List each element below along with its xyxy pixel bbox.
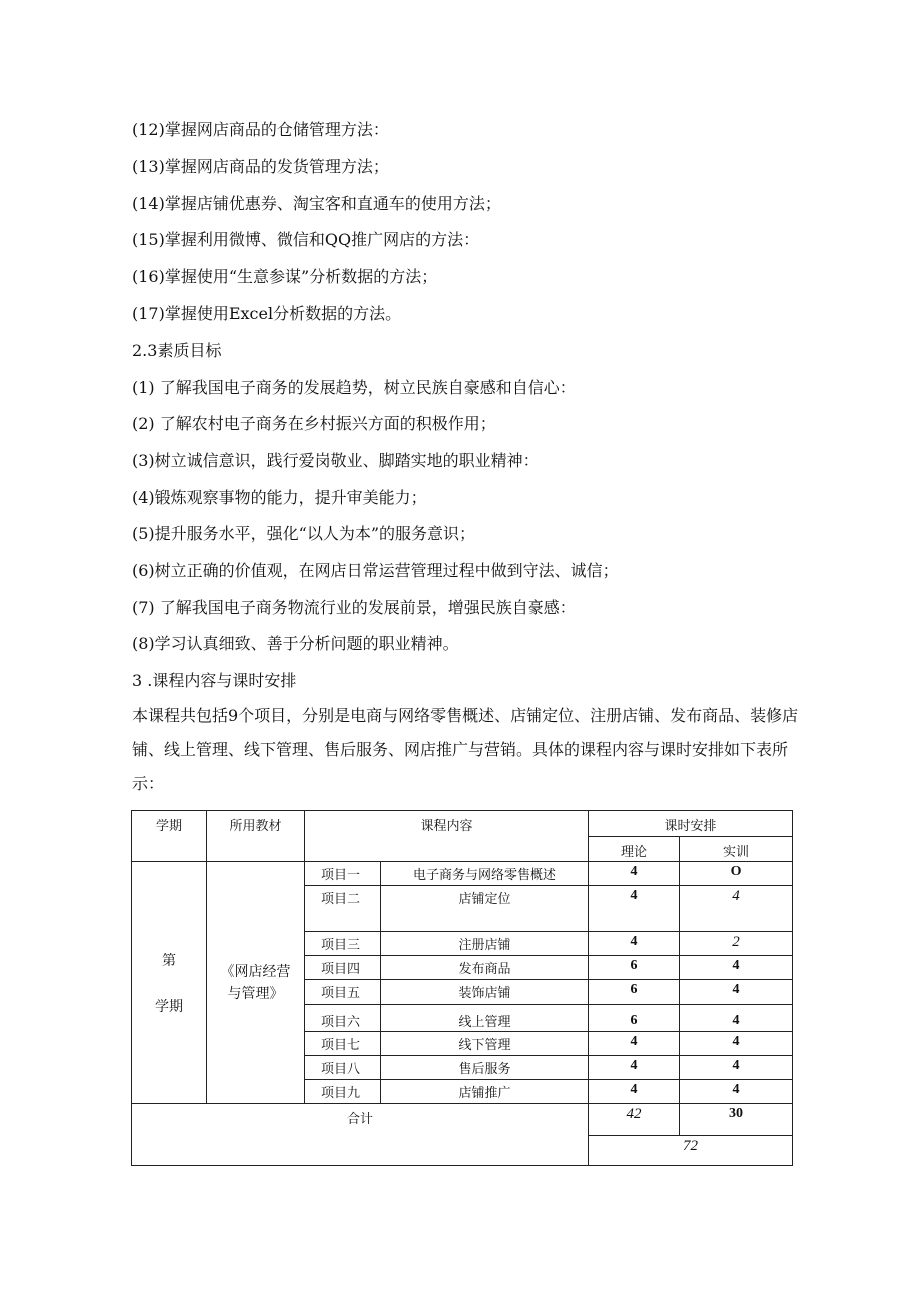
row-label: 项目七 — [305, 1032, 381, 1056]
row-content: 线上管理 — [381, 1005, 589, 1032]
knowledge-item-12: (12)掌握网店商品的仓储管理方法： — [132, 120, 389, 139]
row-practice: 4 — [680, 886, 793, 932]
grand-total: 72 — [589, 1136, 793, 1166]
row-theory: 4 — [589, 886, 680, 932]
row-label: 项目五 — [305, 980, 381, 1005]
row-practice: 4 — [680, 1056, 793, 1080]
quality-item-4: (4)锻炼观察事物的能力，提升审美能力； — [132, 488, 427, 507]
quality-item-2: (2) 了解农村电子商务在乡村振兴方面的积极作用； — [132, 414, 496, 433]
row-label: 项目六 — [305, 1005, 381, 1032]
total-theory: 42 — [589, 1104, 680, 1136]
row-practice: 4 — [680, 956, 793, 980]
row-content: 售后服务 — [381, 1056, 589, 1080]
row-label: 项目三 — [305, 932, 381, 956]
row-content: 发布商品 — [381, 956, 589, 980]
row-label: 项目一 — [305, 862, 381, 886]
row-theory: 4 — [589, 862, 680, 886]
row-label: 项目二 — [305, 886, 381, 932]
quality-item-5: (5)提升服务水平，强化“以人为本”的服务意识； — [132, 524, 476, 543]
header-term: 学期 — [132, 811, 207, 862]
knowledge-item-15: (15)掌握利用微博、微信和QQ推广网店的方法： — [132, 230, 480, 249]
row-content: 装饰店铺 — [381, 980, 589, 1005]
textbook-line-2: 与管理》 — [227, 985, 284, 1002]
row-theory: 4 — [589, 1080, 680, 1104]
row-label: 项目八 — [305, 1056, 381, 1080]
header-practice: 实训 — [680, 837, 793, 862]
row-content: 注册店铺 — [381, 932, 589, 956]
row-theory: 6 — [589, 1005, 680, 1032]
textbook-cell — [207, 862, 305, 1104]
row-practice: 4 — [680, 1080, 793, 1104]
total-practice: 30 — [680, 1104, 793, 1136]
row-content: 线下管理 — [381, 1032, 589, 1056]
quality-item-8: (8)学习认真细致、善于分析问题的职业精神。 — [132, 634, 459, 653]
total-label: 合计 — [132, 1104, 589, 1166]
row-practice: 2 — [680, 932, 793, 956]
row-practice: 4 — [680, 1005, 793, 1032]
knowledge-item-17: (17)掌握使用Excel分析数据的方法。 — [132, 304, 402, 323]
header-theory: 理论 — [589, 837, 680, 862]
knowledge-item-13: (13)掌握网店商品的发货管理方法； — [132, 157, 389, 176]
row-theory: 6 — [589, 980, 680, 1005]
row-practice: O — [680, 862, 793, 886]
quality-item-6: (6)树立正确的价值观，在网店日常运营管理过程中做到守法、诚信； — [132, 561, 619, 580]
term-line-1: 第 — [162, 952, 176, 969]
header-hours: 课时安排 — [589, 811, 793, 837]
row-theory: 4 — [589, 932, 680, 956]
row-practice: 4 — [680, 980, 793, 1005]
section-heading-2-3: 2.3素质目标 — [132, 341, 222, 360]
term-cell — [132, 862, 207, 1104]
header-textbook: 所用教材 — [207, 811, 305, 862]
row-content: 电子商务与网络零售概述 — [381, 862, 589, 886]
textbook-line-1: 《网店经营 — [220, 963, 291, 980]
course-schedule-table — [131, 810, 793, 1166]
row-theory: 6 — [589, 956, 680, 980]
row-practice: 4 — [680, 1032, 793, 1056]
term-line-2: 学期 — [155, 998, 183, 1015]
intro-paragraph: 本课程共包括9个项目，分别是电商与网络零售概述、店铺定位、注册店铺、发布商品、装修店铺、线上管理、线下管理、售后服务、网店推广与营销。具体的课程内容与课时安排如下表所示： — [132, 706, 799, 793]
row-theory: 4 — [589, 1056, 680, 1080]
row-label: 项目四 — [305, 956, 381, 980]
knowledge-item-14: (14)掌握店铺优惠券、淘宝客和直通车的使用方法； — [132, 194, 501, 213]
row-content: 店铺推广 — [381, 1080, 589, 1104]
section-heading-3: 3 .课程内容与课时安排 — [132, 671, 297, 690]
knowledge-item-16: (16)掌握使用“生意参谋”分析数据的方法； — [132, 267, 438, 286]
row-label: 项目九 — [305, 1080, 381, 1104]
row-theory: 4 — [589, 1032, 680, 1056]
header-content: 课程内容 — [305, 811, 589, 862]
quality-item-7: (7) 了解我国电子商务物流行业的发展前景，增强民族自豪感： — [132, 598, 576, 617]
quality-item-3: (3)树立诚信意识，践行爱岗敬业、脚踏实地的职业精神： — [132, 451, 539, 470]
quality-item-1: (1) 了解我国电子商务的发展趋势，树立民族自豪感和自信心： — [132, 378, 576, 397]
row-content: 店铺定位 — [381, 886, 589, 932]
